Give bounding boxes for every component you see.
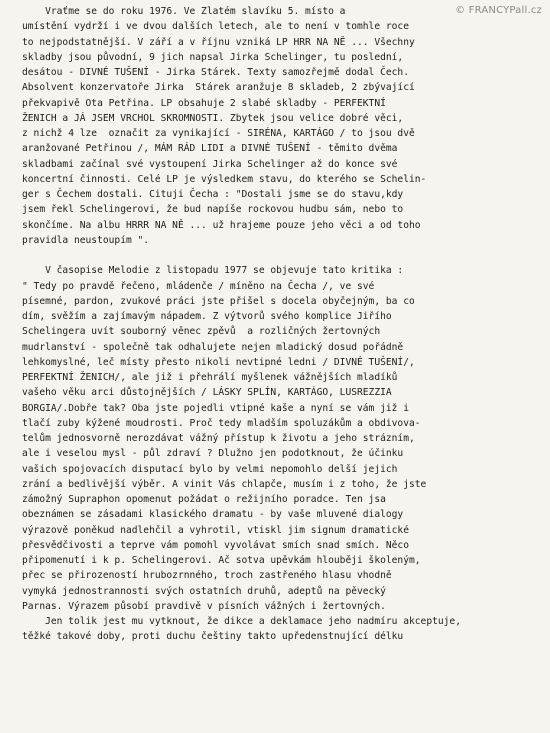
text-line: lehkomyslné, leč místy přesto nikoli nevtipné ledni / DIVNÉ TUŠENÍ/, <box>22 356 415 368</box>
text-line: vašeho věku arci důstojnějších / LÁSKY SPLÍN, KARTÁGO, LUSREZZIA <box>22 387 392 399</box>
text-line: " Tedy po pravdě řečeno, mládenče / míněno na Čecha /, ve své <box>22 280 375 292</box>
text-line: skončíme. Na albu HRRR NA NĚ ... už hrajeme pouze jeho věci a od toho <box>22 219 421 231</box>
text-line: jsem řekl Schelingerovi, že bud napíše rockovou hudbu sám, nebo to <box>22 204 404 216</box>
text-line: výrazově poněkud nadlehčil a vyhrotil, vtiskl jim signum dramatické <box>22 524 409 536</box>
text-line: z nichž 4 lze označit za vynikající - SIRÉNA, KARTÁGO / to jsou dvě <box>22 128 415 139</box>
text-line: Vraťme se do roku 1976. Ve Zlatém slavíku 5. místo a <box>22 6 346 17</box>
text-line: skladby jsou původní, 9 jich napsal Jirka Schelinger, tu poslední, <box>22 51 404 63</box>
text-line: desátou - DIVNÉ TUŠENÍ - Jirka Stárek. Texty samozřejmě dodal Čech. <box>22 67 409 78</box>
text-line: telům jednosvorně nerozdávat vážný přístup k životu a jeho strázním, <box>22 433 415 444</box>
text-line: ger s Čechem dostali. Cituji Čecha : "Dostali jsme se do stavu,kdy <box>22 189 404 200</box>
text-line <box>22 248 542 263</box>
text-line: přec se přirozeností hrubozrnného, troch zastřeného hlasu vhodně <box>22 570 392 582</box>
text-line: překvapivě Ota Petřina. LP obsahuje 2 slabé skladby - PERFEKTNÍ <box>22 97 386 109</box>
text-line: obeznámen se zásadami klasického dramatu - by vaše mluvené dialogy <box>22 509 404 521</box>
text-line: tlačí zuby kýžené moudrosti. Proč tedy mladším spoluzákům a obdivova- <box>22 417 421 429</box>
text-line: koncertní činnosti. Celé LP je výsledkem stavu, do kterého se Schelin- <box>22 173 427 185</box>
text-line: vašich spojovacích disputací bylo by velmi nepomohlo delší jejich <box>22 463 398 475</box>
text-line: ale i veselou mysl - půl zdraví ? Dlužno jen podotknout, že účinku <box>22 448 404 460</box>
text-line: umístění vydrží i ve dvou dalších letech, ale to není v tomhle roce <box>22 21 409 33</box>
text-line: vymyká jednostrannosti svých ostatních druhů, adeptů na pěvecký <box>22 585 386 597</box>
text-line: písemné, pardon, zvukové práci jste přišel s docela obyčejným, ba co <box>22 295 415 307</box>
text-line: zámožný Supraphon opomenut požádat o režijního poradce. Ten jsa <box>22 494 386 505</box>
text-line: mudrlanství - společně tak odhalujete nejen mladický dosud pořádně <box>22 341 404 353</box>
text-line: PERFEKTNÍ ŽENICH/, ale již i přehrálí myšlenek vážnějších mladíků <box>22 372 398 383</box>
text-line: přesvědčivosti a teprve vám pomohl vyvolávat smích snad smích. Něco <box>22 539 409 551</box>
text-line: Absolvent konzervatoře Jirka Stárek aranžuje 8 skladeb, 2 zbývající <box>22 82 415 94</box>
text-line: Jen tolik jest mu vytknout, že dikce a deklamace jeho nadmíru akceptuje, <box>22 616 461 627</box>
text-line: připomenutí i k p. Schelingerovi. Ač sotva upěvkám hlouběji školeným, <box>22 555 421 566</box>
text-line: V časopise Melodie z listopadu 1977 se objevuje tato kritika : <box>22 265 404 277</box>
text-line: aranžované Petřinou /, MÁM RÁD LIDI a DIVNÉ TUŠENÍ - těmito dvěma <box>22 143 398 155</box>
text-line: ŽENICH a JÁ JSEM VRCHOL SKROMNOSTI. Zbytek jsou velice dobré věci, <box>22 112 404 124</box>
text-line: pravidla neustoupím ". <box>22 234 150 246</box>
text-line: Schelingera uvít souborný věnec zpěvů a rozličných žertovných <box>22 326 381 338</box>
text-line: BORGIA/.Dobře tak? Oba jste pojedli vtipné kaše a nyní se vám již i <box>22 402 409 414</box>
text-line: zrání a bedlivější výběr. A vinit Vás chlapče, musím i z toho, že jste <box>22 478 427 490</box>
watermark: © FRANCYPall.cz <box>455 5 542 16</box>
text-line: těžké takové doby, proti duchu češtiny takto upředenstnující délku <box>22 631 404 643</box>
document-text <box>22 4 542 645</box>
text-line: skladbami začínal své vystoupení Jirka Schelinger až do konce své <box>22 158 398 170</box>
text-line: to nejpodstatnější. V září a v říjnu vzniká LP HRR NA NĚ ... Všechny <box>22 36 415 48</box>
text-line: dím, svěžím a zajímavým nápadem. Z výtvorů svého komplice Jiřího <box>22 311 392 322</box>
text-line: Parnas. Výrazem působí pravdivě v písních vážných i žertovných. <box>22 600 386 612</box>
